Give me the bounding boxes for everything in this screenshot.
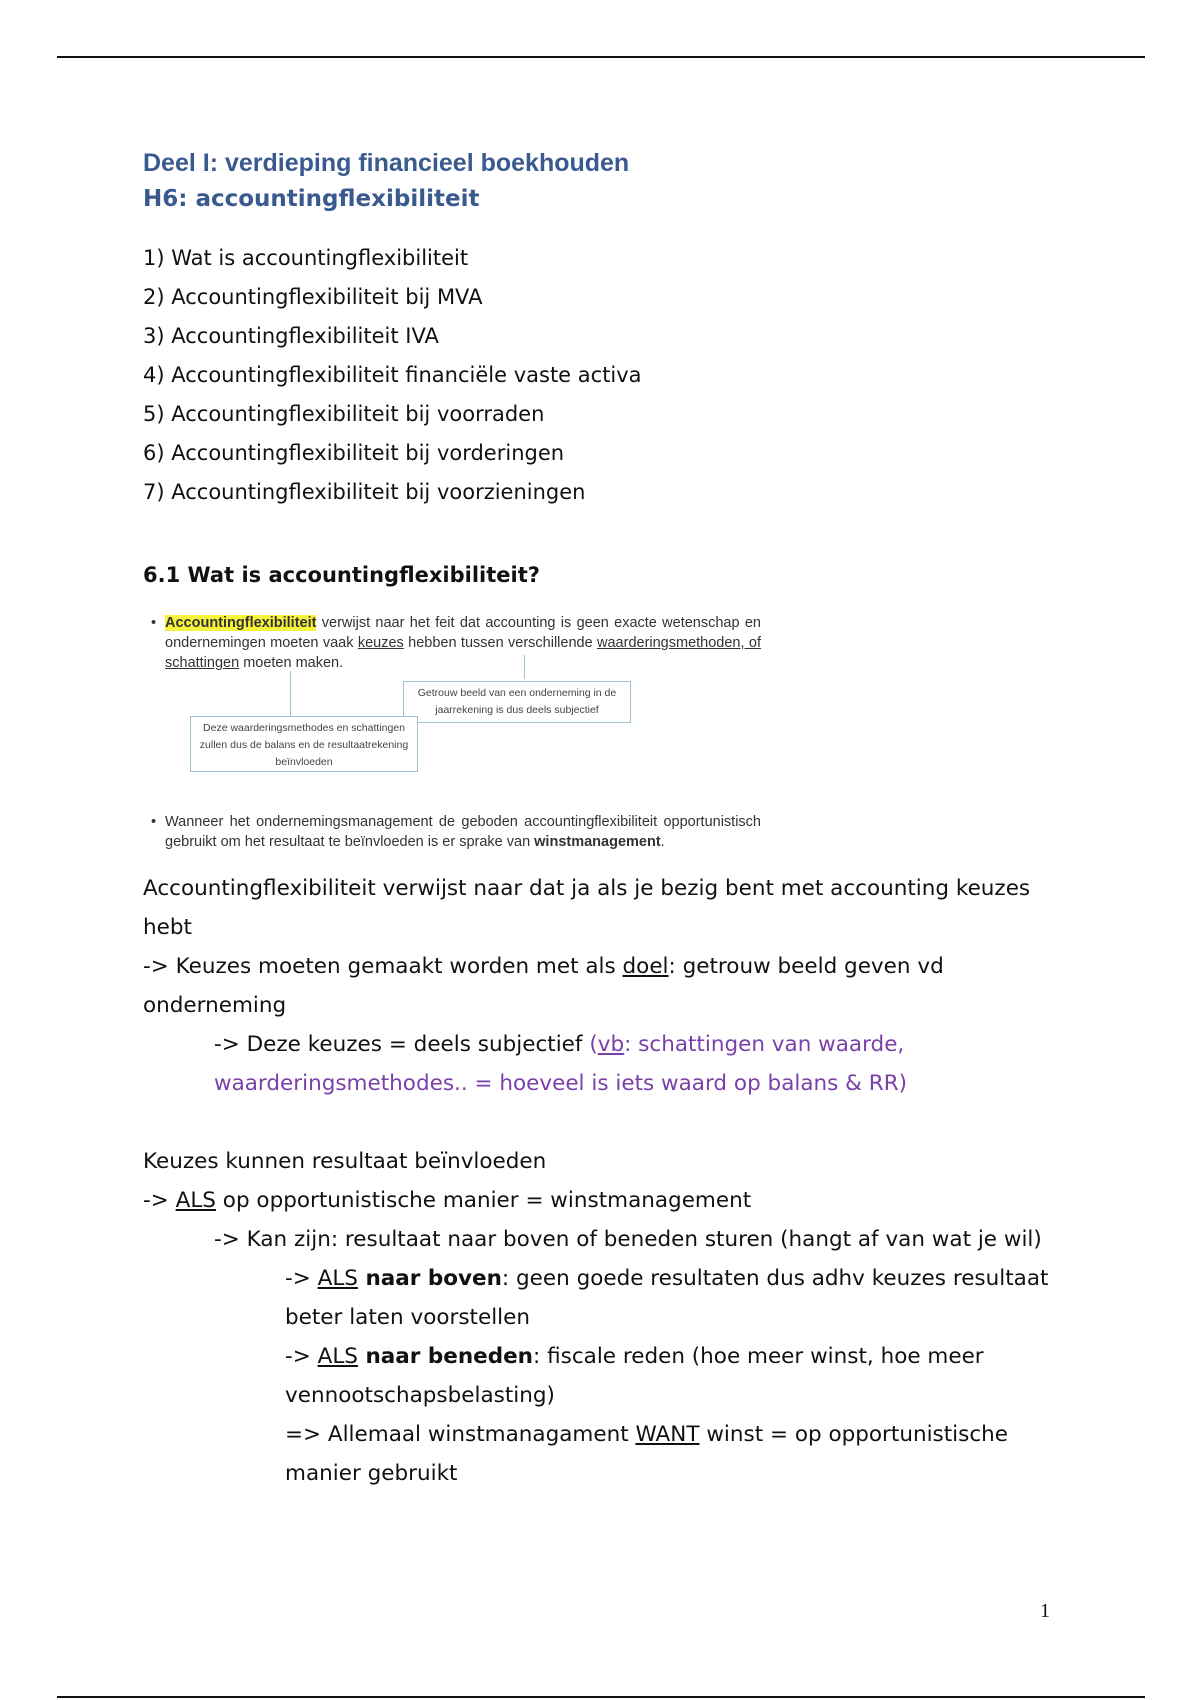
paragraph: -> Deze keuzes = deels subjectief (vb: schattingen van waarde, waarderingsmethodes.. = hoeveel is iets waard op balans & RR)	[214, 1032, 908, 1096]
footer-rule	[57, 1696, 1145, 1698]
paragraph: -> Kan zijn: resultaat naar boven of beneden sturen (hangt af van wat je wil)	[214, 1227, 1042, 1252]
section-title: 6.1 Wat is accountingflexibiliteit?	[143, 563, 540, 587]
embedded-slide-image	[143, 611, 773, 869]
paragraph: => Allemaal winstmanagament WANT winst = op opportunistische manier gebruikt	[285, 1422, 1009, 1486]
paragraph: -> ALS naar beneden: fiscale reden (hoe meer winst, hoe meer vennootschapsbelasting)	[285, 1344, 984, 1408]
highlighted-term: Accountingflexibiliteit	[165, 615, 317, 631]
paragraph: Accountingflexibiliteit verwijst naar dat ja als je bezig bent met accounting keuzes hebt	[143, 876, 1031, 940]
paragraph: -> Keuzes moeten gemaakt worden met als doel: getrouw beeld geven vd onderneming	[143, 954, 944, 1018]
slide-bullet-2: • Wanneer het ondernemingsmanagement de geboden accountingflexibiliteit opportunistisch gebruikt om het resultaat te beïnvloeden is er sprake van winstmanagement.	[151, 814, 761, 850]
table-of-contents	[143, 239, 1073, 512]
part-title: Deel I: verdieping financieel boekhouden	[143, 149, 630, 177]
toc-item: 6) Accountingflexibiliteit bij vorderingen	[143, 441, 565, 465]
toc-item: 3) Accountingflexibiliteit IVA	[143, 324, 439, 348]
header-rule	[57, 56, 1145, 58]
note-box-left: Deze waarderingsmethodes en schattingen zullen dus de balans en de resultaatrekening beïnvloeden	[190, 716, 418, 772]
note-box-right: Getrouw beeld van een onderneming in de jaarrekening is dus deels subjectief	[403, 681, 631, 723]
connector-line	[290, 671, 291, 717]
toc-item: 4) Accountingflexibiliteit financiële vaste activa	[143, 363, 642, 387]
toc-item: 5) Accountingflexibiliteit bij voorraden	[143, 402, 545, 426]
connector-line	[524, 655, 525, 679]
paragraph: Keuzes kunnen resultaat beïnvloeden	[143, 1149, 547, 1174]
toc-item: 7) Accountingflexibiliteit bij voorzieningen	[143, 480, 586, 504]
paragraph: -> ALS op opportunistische manier = winstmanagement	[143, 1188, 752, 1213]
chapter-title: H6: accountingflexibiliteit	[143, 186, 480, 212]
notes-body	[143, 869, 1073, 1493]
slide-bullet-1: • Accountingflexibiliteit verwijst naar het feit dat accounting is geen exacte wetenschap en ondernemingen moeten vaak keuzes hebben tussen verschillende waarderingsmethoden, of schattingen moeten maken.	[151, 615, 761, 671]
toc-item: 1) Wat is accountingflexibiliteit	[143, 246, 469, 270]
page-content	[143, 145, 1073, 1493]
bullet-icon: •	[151, 814, 157, 830]
bullet-icon: •	[151, 615, 157, 631]
toc-item: 2) Accountingflexibiliteit bij MVA	[143, 285, 483, 309]
paragraph: -> ALS naar boven: geen goede resultaten dus adhv keuzes resultaat beter laten voorstellen	[285, 1266, 1049, 1330]
spacer	[143, 1103, 1073, 1142]
page-number: 1	[1040, 1600, 1050, 1622]
